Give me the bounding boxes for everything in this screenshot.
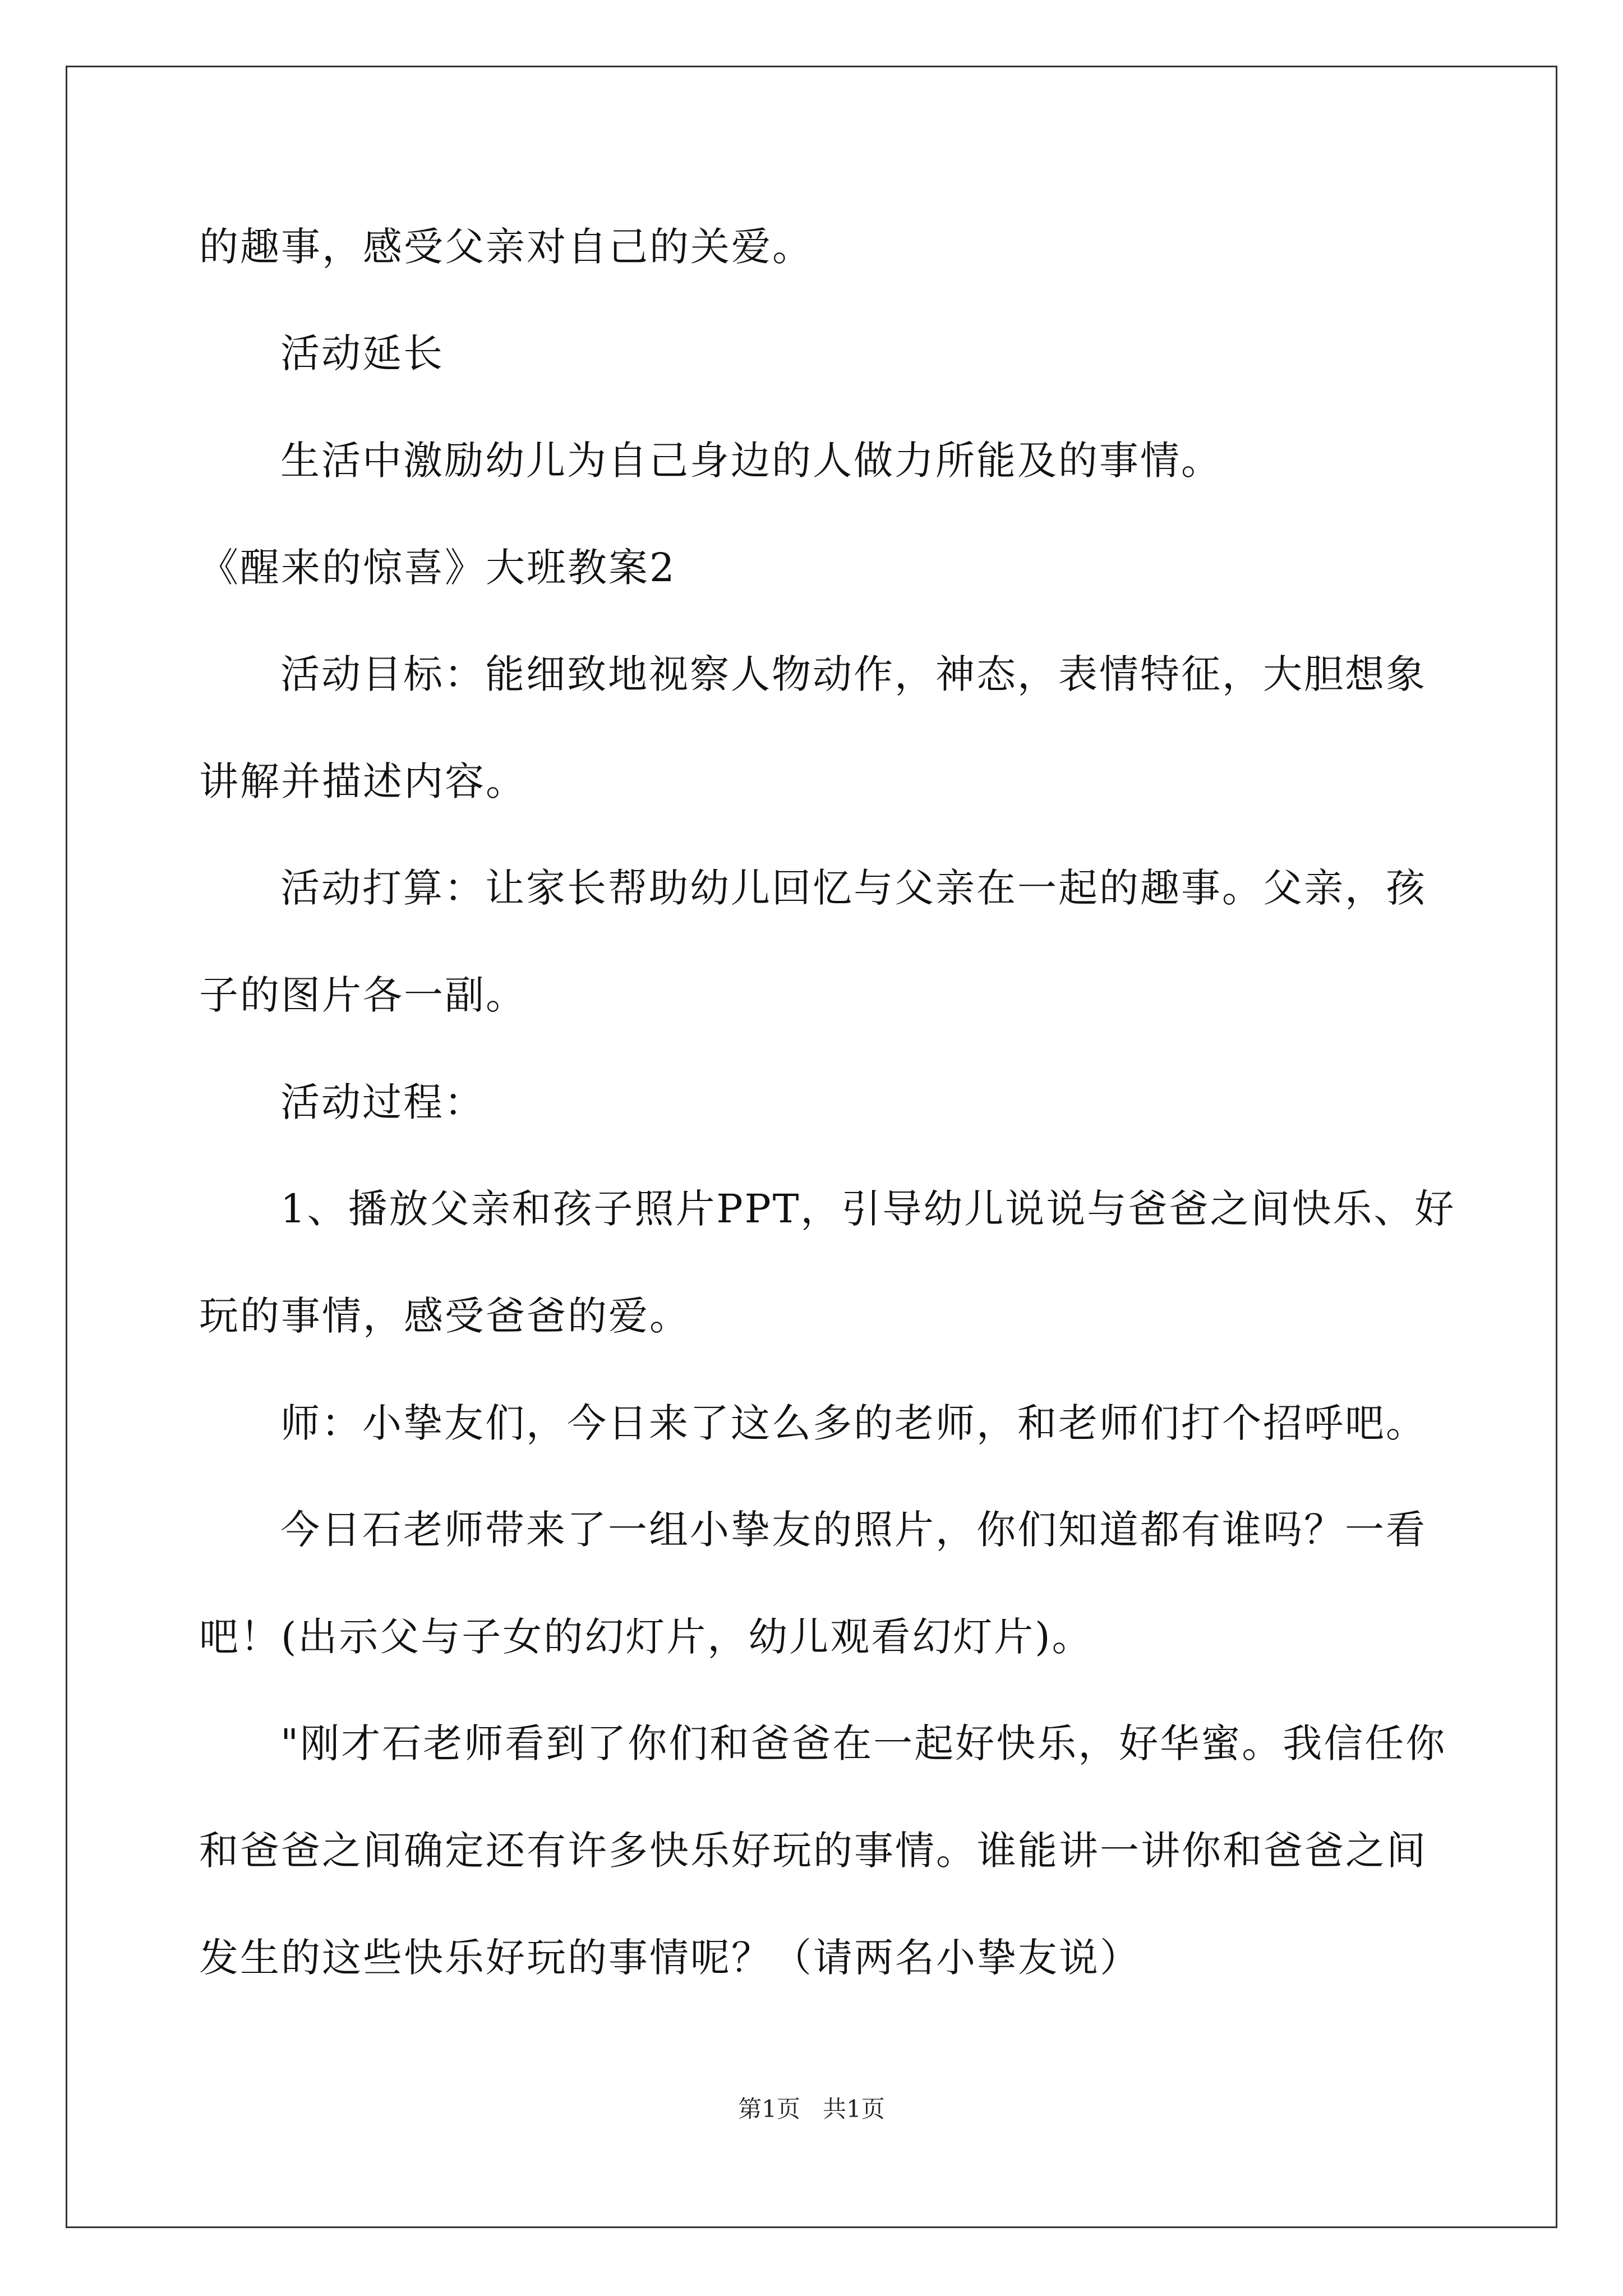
section-heading-activity-extension: 活动延长 <box>280 330 444 376</box>
paragraph-line-3: 生活中激励幼儿为自己身边的人做力所能及的事情。 <box>280 438 1222 484</box>
paragraph-line-11: 玩的事情，感受爸爸的爱。 <box>199 1293 690 1339</box>
paragraph-line-15: "刚才石老师看到了你们和爸爸在一起好快乐，好华蜜。我信任你 <box>280 1720 1447 1766</box>
paragraph-line-14: 吧！(出示父与子女的幻灯片，幼儿观看幻灯片)。 <box>199 1614 1093 1660</box>
paragraph-line-7: 活动打算：让家长帮助幼儿回忆与父亲在一起的趣事。父亲，孩 <box>280 865 1427 911</box>
paragraph-line-13: 今日石老师带来了一组小挚友的照片，你们知道都有谁吗？一看 <box>280 1507 1427 1553</box>
paragraph-line-1: 的趣事，感受父亲对自己的关爱。 <box>199 224 813 270</box>
paragraph-line-8: 子的图片各一副。 <box>199 972 527 1018</box>
paragraph-line-10: 1、播放父亲和孩子照片PPT，引导幼儿说说与爸爸之间快乐、好 <box>280 1186 1456 1232</box>
page-border <box>66 66 1557 2228</box>
paragraph-line-16: 和爸爸之间确定还有许多快乐好玩的事情。谁能讲一讲你和爸爸之间 <box>199 1828 1427 1874</box>
paragraph-line-17: 发生的这些快乐好玩的事情呢？（请两名小挚友说） <box>199 1935 1141 1981</box>
paragraph-line-6: 讲解并描述内容。 <box>199 758 527 804</box>
lesson-title: 《醒来的惊喜》大班教案2 <box>199 545 676 591</box>
paragraph-line-5: 活动目标：能细致地视察人物动作，神态，表情特征，大胆想象 <box>280 651 1427 697</box>
page-footer: 第1页 共1页 <box>738 2095 885 2123</box>
paragraph-line-12: 师：小挚友们，今日来了这么多的老师，和老师们打个招呼吧。 <box>280 1400 1427 1446</box>
section-heading-activity-process: 活动过程： <box>280 1079 485 1125</box>
